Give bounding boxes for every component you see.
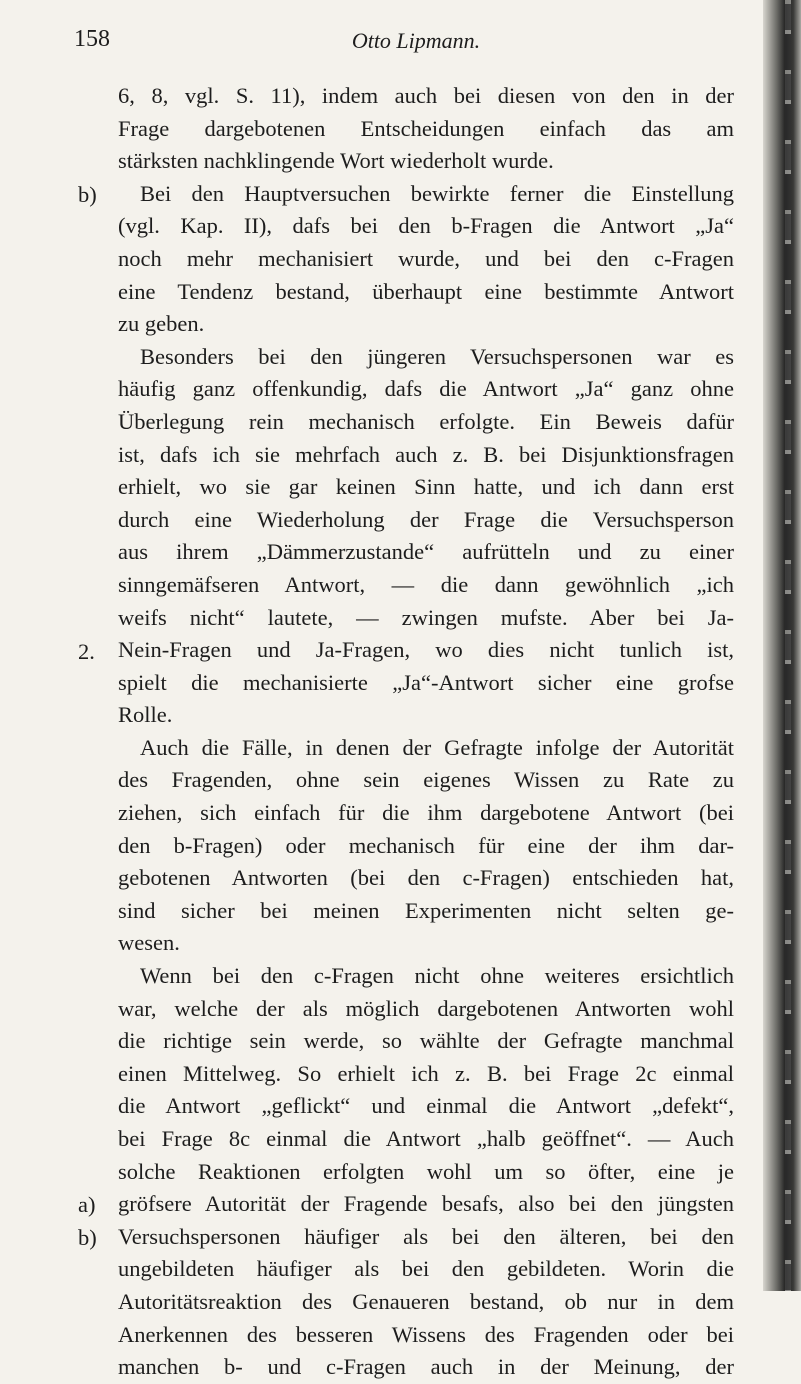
- text-line: Autoritätsreaktion des Genaueren bestand, ob nur in dem: [118, 1288, 734, 1314]
- margin-mark-b: b): [78, 182, 97, 207]
- text-line: eine Tendenz bestand, überhaupt eine bestimmte Antwort: [118, 278, 734, 304]
- text-line: Überlegung rein mechanisch erfolgte. Ein Beweis dafür: [118, 408, 734, 434]
- text-line: gebotenen Antworten (bei den c-Fragen) entschieden hat,: [118, 865, 734, 891]
- text-line: zu geben.: [118, 311, 205, 337]
- text-line: spielt die mechanisierte „Ja“-Antwort sicher eine grofse: [118, 669, 734, 695]
- text-line: Rolle.: [118, 702, 173, 728]
- book-edge-strip: [785, 0, 791, 1291]
- text-line: durch eine Wiederholung der Frage die Versuchsperson: [118, 506, 734, 532]
- text-line: stärksten nachklingende Wort wiederholt wurde.: [118, 148, 554, 174]
- text-line: erhielt, wo sie gar keinen Sinn hatte, und ich dann erst: [118, 474, 734, 500]
- text-line: Bei den Hauptversuchen bewirkte ferner die Einstellung: [140, 180, 734, 206]
- page-number: 158: [74, 26, 110, 52]
- text-line: einen Mittelweg. So erhielt ich z. B. bei Frage 2c einmal: [118, 1060, 734, 1086]
- margin-mark-a: a): [78, 1192, 96, 1217]
- text-line: manchen b- und c-Fragen auch in der Meinung, der: [118, 1354, 734, 1380]
- text-line: ist, dafs ich sie mehrfach auch z. B. bei Disjunktionsfragen: [118, 441, 734, 467]
- text-line: ungebildeten häufiger als bei den gebildeten. Worin die: [118, 1256, 734, 1282]
- text-line: die richtige sein werde, so wählte der Gefragte manchmal: [118, 1028, 734, 1054]
- text-line: Nein-Fragen und Ja-Fragen, wo dies nicht tunlich ist,: [118, 637, 734, 663]
- text-line: den b-Fragen) oder mechanisch für eine der ihm dar-: [118, 832, 734, 858]
- text-line: Besonders bei den jüngeren Versuchspersonen war es: [140, 343, 734, 369]
- margin-mark-2: 2.: [78, 639, 95, 664]
- text-line: häufig ganz offenkundig, dafs die Antwort „Ja“ ganz ohne: [118, 376, 734, 402]
- text-line: 6, 8, vgl. S. 11), indem auch bei diesen von den in der: [118, 83, 734, 108]
- text-line: ziehen, sich einfach für die ihm dargebotene Antwort (bei: [118, 800, 734, 826]
- text-line: bei Frage 8c einmal die Antwort „halb geöffnet“. — Auch: [118, 1126, 734, 1151]
- text-line: weifs nicht“ lautete, — zwingen mufste. Aber bei Ja-: [118, 604, 734, 630]
- text-line: sind sicher bei meinen Experimenten nicht selten ge-: [118, 897, 734, 923]
- page-header: [74, 14, 736, 54]
- text-line: (vgl. Kap. II), dafs bei den b-Fragen die Antwort „Ja“: [118, 213, 734, 239]
- text-line: solche Reaktionen erfolgten wohl um so öfter, eine je: [118, 1158, 734, 1184]
- text-line: die Antwort „geflickt“ und einmal die Antwort „defekt“,: [118, 1093, 734, 1119]
- running-head: Otto Lipmann.: [351, 28, 481, 53]
- text-line: Versuchspersonen häufiger als bei den älteren, bei den: [118, 1223, 734, 1249]
- text-line: Anerkennen des besseren Wissens des Fragenden oder bei: [118, 1321, 734, 1347]
- text-line: sinngemäfseren Antwort, — die dann gewöhnlich „ich: [118, 571, 734, 597]
- text-line: Auch die Fälle, in denen der Gefragte infolge der Autorität: [140, 734, 734, 760]
- text-line: noch mehr mechanisiert wurde, und bei den c-Fragen: [118, 245, 734, 271]
- text-line: Frage dargebotenen Entscheidungen einfach das am: [118, 115, 734, 141]
- text-line: gröfsere Autorität der Fragende besafs, also bei den jüngsten: [118, 1191, 734, 1217]
- body-text: [118, 80, 734, 1384]
- margin-mark-b2: b): [78, 1225, 97, 1250]
- text-line: wesen.: [118, 930, 180, 956]
- text-line: des Fragenden, ohne sein eigenes Wissen zu Rate zu: [118, 767, 734, 793]
- text-line: Wenn bei den c-Fragen nicht ohne weiteres ersichtlich: [140, 963, 734, 989]
- text-line: aus ihrem „Dämmerzustande“ aufrütteln und zu einer: [118, 539, 734, 565]
- text-line: war, welche der als möglich dargebotenen Antworten wohl: [118, 995, 734, 1021]
- book-edge: [763, 0, 801, 1291]
